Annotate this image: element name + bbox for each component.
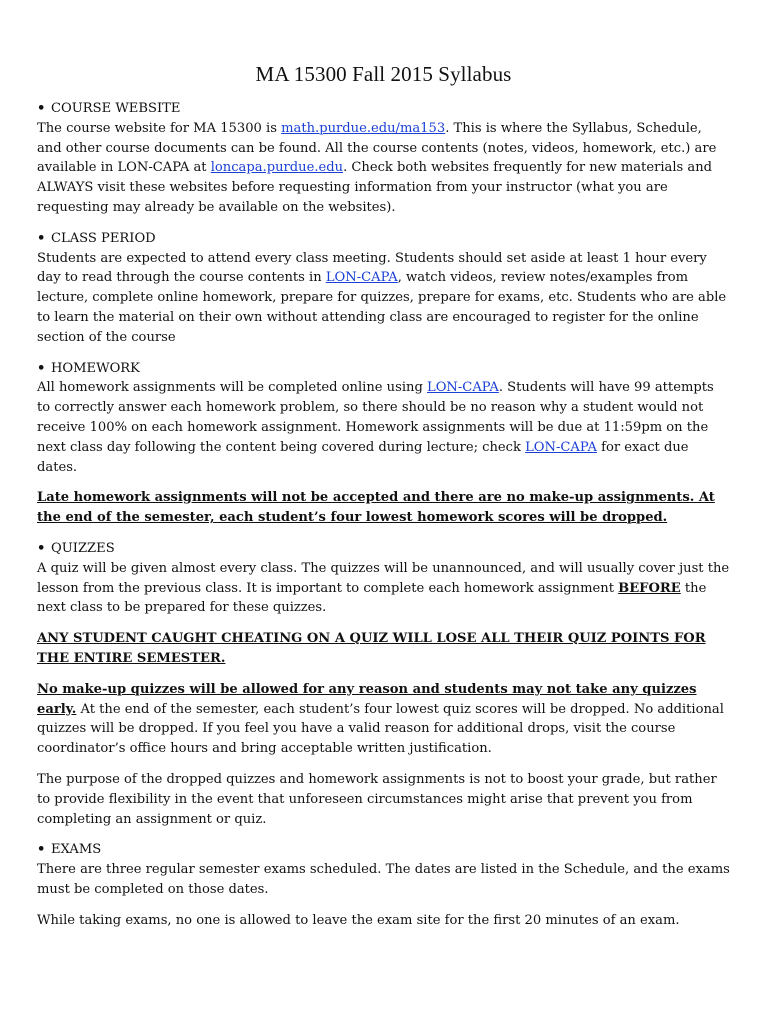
late-homework-notice: Late homework assignments will not be accepted and there are no make-up assignments. At the end of the semester, each student’s four lowest homework scores will be dropped. — [37, 490, 715, 526]
bullet-icon: • — [37, 540, 46, 556]
loncapa-link[interactable]: LON-CAPA — [427, 380, 499, 396]
section-homework — [37, 359, 730, 528]
course-website-link[interactable]: math.purdue.edu/ma153 — [281, 120, 446, 136]
makeup-quiz-notice: No make-up quizzes will be allowed for any reason and students may not take any quizzes early. — [37, 681, 697, 717]
heading-text: CLASS PERIOD — [51, 230, 156, 246]
text-run: The course website for MA 15300 is — [37, 120, 282, 136]
bullet-icon: • — [37, 101, 46, 116]
section-course-website — [37, 99, 730, 218]
bullet-icon: • — [37, 230, 46, 246]
heading-text: EXAMS — [51, 842, 102, 858]
cheating-notice: ANY STUDENT CAUGHT CHEATING ON A QUIZ WILL LOSE ALL THEIR QUIZ POINTS FOR THE ENTIRE SEMESTER. — [37, 631, 706, 666]
bullet-icon: • — [37, 360, 46, 376]
exams-paragraph: There are three regular semester exams scheduled. The dates are listed in the Schedule, and the exams must be completed on those dates. — [37, 862, 730, 897]
text-run: . Check both websites frequently for new materials and ALWAYS visit these websites before requesting information from your instructor (what you are requesting may already be available on the websites). — [37, 160, 713, 215]
loncapa-website-link[interactable]: loncapa.purdue.edu — [210, 160, 344, 176]
text-run: A quiz will be given almost every class. The quizzes will be unannounced, and will usually cover just the lesson from the previous class. It is important to complete each homework assignment — [37, 560, 730, 596]
section-heading — [37, 539, 730, 559]
bullet-icon: • — [37, 842, 46, 858]
section-heading — [37, 359, 730, 379]
loncapa-link[interactable]: LON-CAPA — [325, 270, 398, 286]
text-run: Students are expected to attend every class meeting. Students should set aside at least 1 hour every day to read through the course contents in — [37, 250, 707, 286]
dropped-scores-purpose: The purpose of the dropped quizzes and homework assignments is not to boost your grade, but rather to provide flexibility in the event that unforeseen circumstances might arise that prevent you from completing an assignment or quiz. — [37, 771, 717, 827]
heading-text: COURSE WEBSITE — [51, 101, 181, 116]
page-title: MA 15300 Fall 2015 Syllabus — [255, 62, 512, 86]
makeup-quiz-paragraph — [37, 680, 730, 759]
text-run: the next class to be prepared for these quizzes. — [37, 580, 707, 616]
text-run: , watch videos, review notes/examples from lecture, complete online homework, prepare for quizzes, prepare for exams, etc. Students who are able to learn the material on their own without attending class are encouraged to register for the online section of the course — [37, 270, 727, 345]
text-run: At the end of the semester, each student’s four lowest quiz scores will be dropped. No additional quizzes will be dropped. If you feel you have a valid reason for additional drops, visit the course coordinator’s office hours and bring acceptable written justification. — [37, 701, 724, 757]
section-heading — [37, 99, 730, 119]
heading-text: QUIZZES — [51, 540, 115, 556]
course-website-paragraph — [37, 119, 730, 218]
quizzes-paragraph — [37, 559, 730, 618]
text-run: for exact due dates. — [37, 439, 689, 475]
loncapa-link[interactable]: LON-CAPA — [525, 439, 597, 455]
class-period-paragraph — [37, 249, 730, 348]
before-emphasis: BEFORE — [618, 580, 681, 596]
exam-leave-rule: While taking exams, no one is allowed to leave the exam site for the first 20 minutes of an exam. — [37, 912, 680, 928]
section-class-period — [37, 229, 730, 348]
text-run: . Students will have 99 attempts to correctly answer each homework problem, so there should be no reason why a student would not receive 100% on each homework assignment. Homework assignments will be due at 11:59pm on the next class day following the content being covered during lecture; check — [37, 380, 714, 455]
text-run: . This is where the Syllabus, Schedule, and other course documents can be found. All the course contents (notes, videos, homework, etc.) are available in LON-CAPA at — [37, 120, 717, 176]
text-run: All homework assignments will be completed online using — [37, 380, 427, 396]
section-heading — [37, 229, 730, 249]
heading-text: HOMEWORK — [51, 360, 140, 376]
section-exams — [37, 840, 730, 930]
section-heading — [37, 840, 730, 860]
homework-paragraph — [37, 378, 730, 477]
section-quizzes — [37, 539, 730, 829]
